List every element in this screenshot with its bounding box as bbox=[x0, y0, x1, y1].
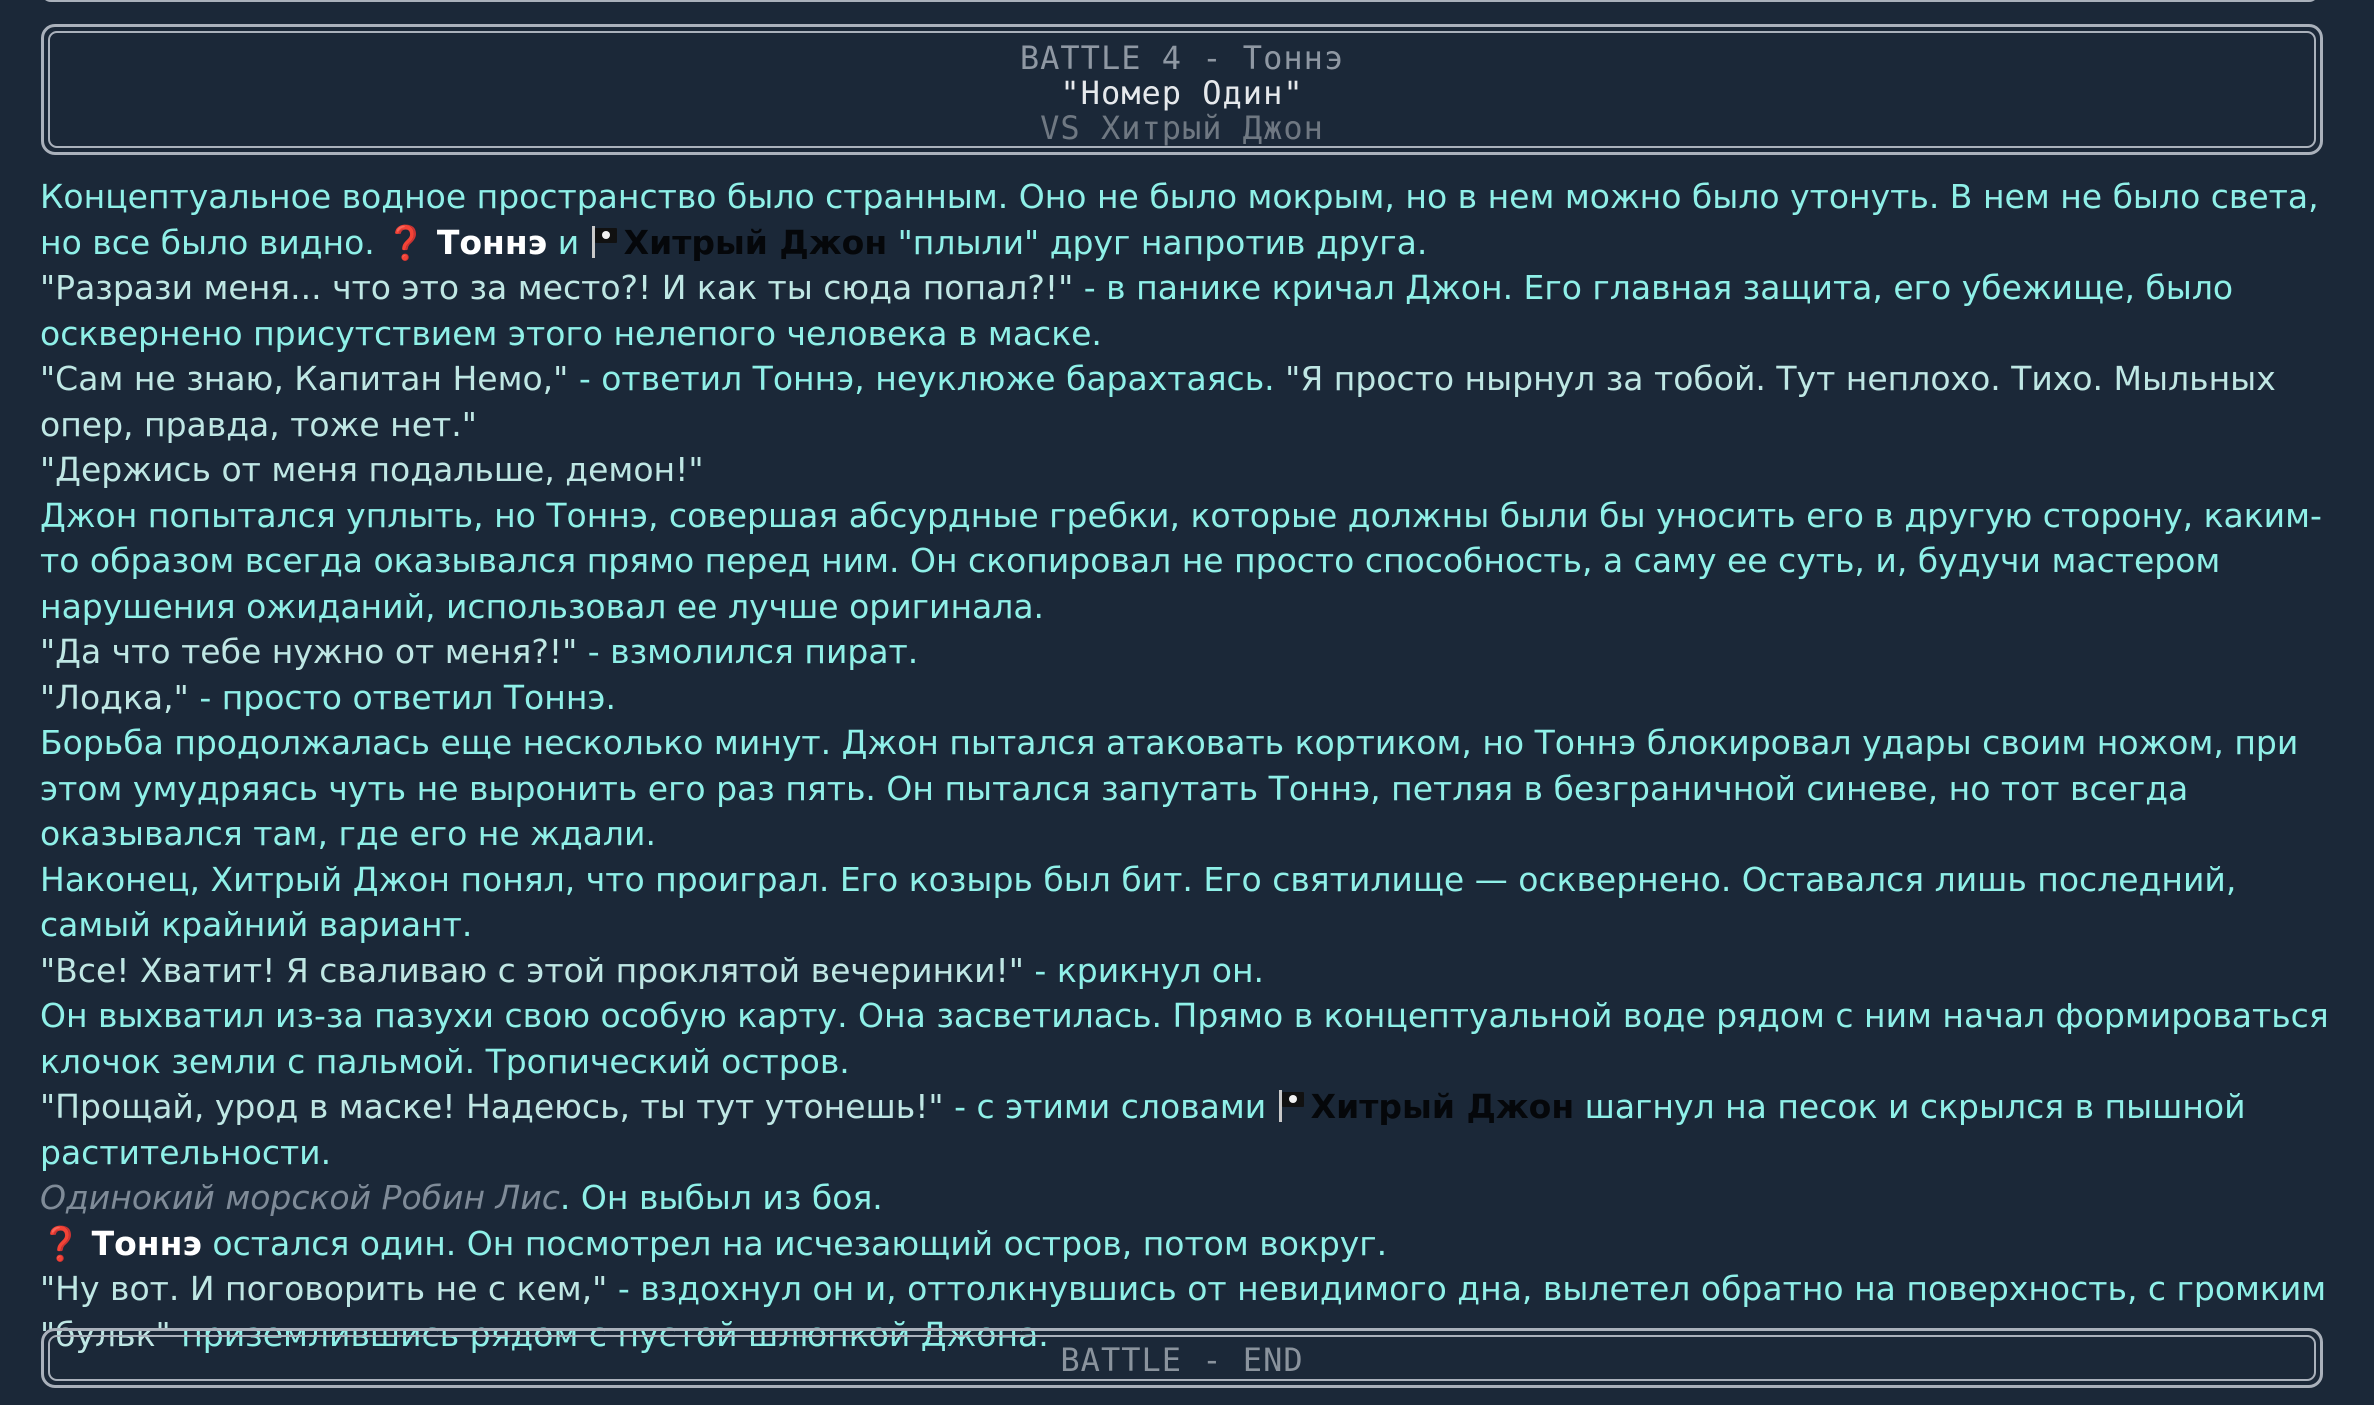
battle-header-box bbox=[41, 24, 2323, 155]
dialogue-text: "Разрази меня... что это за место?! И как ты сюда попал?!" bbox=[40, 268, 1074, 307]
story-paragraph bbox=[40, 1175, 2340, 1221]
character-name-john: Хитрый Джон bbox=[623, 222, 888, 262]
dialogue-text: "бульк" bbox=[40, 1314, 171, 1354]
battle-opponent: VS Хитрый Джон bbox=[1040, 109, 1324, 147]
story-paragraph: Джон попытался уплыть, но Тоннэ, совершая абсурдные гребки, которые должны были бы уносить его в другую сторону, каким-то образом всегда оказывался прямо перед ним. Он скопировал не просто способность, а саму ее суть, и, будучи мастером нарушения ожиданий, использовал ее лучше оригинала. bbox=[40, 495, 2322, 626]
card-name-text: Одинокий морской Робин Лис bbox=[40, 1178, 560, 1217]
previous-box-edge bbox=[41, 0, 2319, 2]
narration-text: - с этими словами bbox=[943, 1087, 1277, 1126]
battle-end-box bbox=[41, 1328, 2323, 1388]
battle-end-label: BATTLE - END bbox=[48, 1335, 2316, 1381]
story-paragraph bbox=[40, 629, 2340, 675]
story-paragraph: Борьба продолжалась еще несколько минут. Джон пытался атаковать кортиком, но Тоннэ блокировал удары своим ножом, при этом умудряясь чуть не выронить его раз пять. Он пытался запутать Тоннэ, петляя в безграничной синеве, но тот всегда оказывался там, где его не ждали. bbox=[40, 723, 2299, 853]
dialogue-text: "Держись от меня подальше, демон!" bbox=[40, 450, 704, 489]
battle-title: BATTLE 4 - Тоннэ bbox=[1019, 39, 1345, 77]
pirate-flag-icon bbox=[590, 226, 616, 258]
dialogue-text: "Я просто нырнул за тобой. Тут неплохо. Тихо. Мыльных опер, правда, тоже нет." bbox=[40, 359, 2276, 444]
question-mark-icon: ❓ bbox=[40, 1223, 82, 1263]
narration-text: остался один. Он посмотрел на исчезающий остров, потом вокруг. bbox=[201, 1223, 1388, 1263]
story-paragraph bbox=[40, 1084, 2340, 1175]
battle-subtitle: "Номер Один" bbox=[1060, 74, 1304, 112]
character-name-tonne: Тоннэ bbox=[436, 222, 548, 262]
story-paragraph bbox=[40, 447, 2340, 493]
dialogue-text: "Все! Хватит! Я сваливаю с этой проклятой вечеринки!" bbox=[40, 950, 1024, 990]
narration-text: приземлившись рядом с пустой шлюпкой Джона. bbox=[170, 1314, 1049, 1354]
character-name-tonne: Тоннэ bbox=[91, 1223, 202, 1263]
narration-text: - ответил Тоннэ, неуклюже барахтаясь. bbox=[568, 359, 1286, 398]
dialogue-text: "Ну вот. И поговорить не с кем," bbox=[40, 1269, 608, 1308]
narration-text: шагнул на песок и скрылся в пышной растительности. bbox=[40, 1087, 2246, 1172]
narration-text: Концептуальное водное пространство было странным. Оно не было мокрым, но в нем можно было утонуть. В нем не было света, но все было видно. bbox=[40, 177, 2319, 262]
story-paragraph: Наконец, Хитрый Джон понял, что проиграл. Его козырь был бит. Его святилище — осквернено. Оставался лишь последний, самый крайний вариант. bbox=[40, 859, 2237, 944]
dialogue-text: "Да что тебе нужно от меня?!" bbox=[40, 632, 578, 671]
story-paragraph bbox=[40, 948, 2340, 994]
narration-text: - крикнул он. bbox=[1023, 950, 1265, 990]
battle-header-inner bbox=[48, 31, 2316, 148]
narration-text: - взмолился пират. bbox=[577, 632, 919, 671]
story-paragraph bbox=[40, 675, 2340, 721]
narration-text: - в панике кричал Джон. Его главная защита, его убежище, было осквернено присутствием этого нелепого человека в маске. bbox=[40, 268, 2234, 353]
character-name-john: Хитрый Джон bbox=[1310, 1087, 1575, 1126]
narration-text: - вздохнул он и, оттолкнувшись от невидимого дна, вылетел обратно на поверхность, с громким bbox=[607, 1269, 2327, 1308]
story-paragraph bbox=[40, 174, 2340, 265]
dialogue-text: "Прощай, урод в маске! Надеюсь, ты тут утонешь!" bbox=[40, 1087, 944, 1126]
dialogue-text: "Лодка," bbox=[40, 677, 189, 717]
story-paragraph: Он выхватил из-за пазухи свою особую карту. Она засветилась. Прямо в концептуальной воде рядом с ним начал формироваться клочок земли с пальмой. Тропический остров. bbox=[40, 996, 2329, 1081]
narration-text: - просто ответил Тоннэ. bbox=[188, 677, 616, 717]
story-paragraph bbox=[40, 1221, 2340, 1267]
question-mark-icon: ❓ bbox=[385, 222, 427, 262]
narration-text: "плыли" друг напротив друга. bbox=[887, 222, 1428, 262]
pirate-flag-icon bbox=[1277, 1090, 1303, 1122]
story-paragraph bbox=[40, 356, 2340, 447]
narration-text: . Он выбыл из боя. bbox=[559, 1178, 883, 1217]
battle-story bbox=[40, 174, 2340, 1357]
dialogue-text: "Сам не знаю, Капитан Немо," bbox=[40, 359, 569, 398]
story-paragraph bbox=[40, 265, 2340, 356]
narration-text: и bbox=[547, 222, 590, 262]
